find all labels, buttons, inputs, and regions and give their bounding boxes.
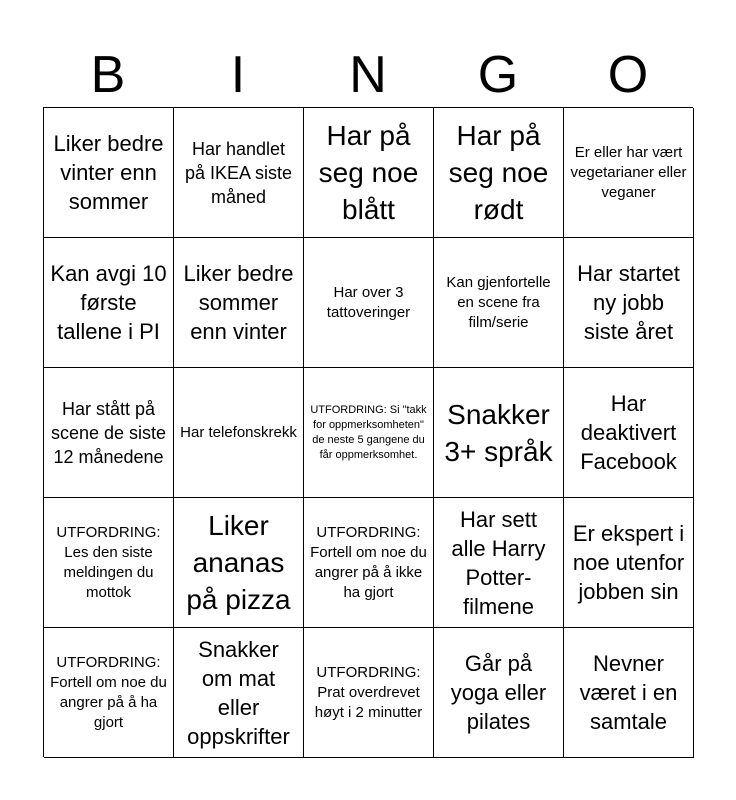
bingo-cell-text: UTFORDRING: Fortell om noe du angrer på å ha gjort (50, 653, 167, 731)
bingo-cell-text: Kan avgi 10 første tallene i PI (50, 261, 167, 344)
bingo-cell-2-3[interactable] (304, 238, 434, 368)
bingo-cell-text: Er eller har vært vegetarianer eller veganer (570, 143, 687, 201)
bingo-cell-3-4[interactable] (434, 368, 564, 498)
bingo-cell-3-2[interactable] (174, 368, 304, 498)
bingo-cell-text: Liker bedre sommer enn vinter (183, 261, 294, 344)
bingo-cell-3-3[interactable] (304, 368, 434, 498)
header-letter-i: I (230, 46, 246, 104)
bingo-cell-4-3[interactable] (304, 498, 434, 628)
bingo-cell-4-2[interactable] (174, 498, 304, 628)
bingo-header (43, 42, 693, 108)
bingo-cell-5-5[interactable] (564, 628, 694, 758)
bingo-cell-text: Går på yoga eller pilates (450, 651, 547, 734)
bingo-cell-text: Nevner været i en samtale (579, 651, 678, 734)
bingo-cell-3-5[interactable] (564, 368, 694, 498)
bingo-cell-text: Har på seg noe rødt (448, 120, 549, 225)
bingo-cell-text: Liker bedre vinter enn sommer (53, 131, 164, 214)
bingo-cell-text: Har over 3 tattoveringer (326, 283, 411, 321)
bingo-cell-text: Snakker 3+ språk (444, 398, 553, 467)
bingo-cell-5-1[interactable] (44, 628, 174, 758)
bingo-cell-5-2[interactable] (174, 628, 304, 758)
header-letter-g: G (477, 46, 519, 104)
bingo-cell-text: UTFORDRING: Fortell om noe du angrer på å ikke ha gjort (310, 523, 427, 601)
header-letter-o: O (607, 46, 649, 104)
bingo-cell-text: Har startet ny jobb siste året (577, 261, 680, 344)
header-letter-n: N (349, 46, 387, 104)
bingo-cell-1-1[interactable] (44, 108, 174, 238)
bingo-cell-text: Snakker om mat eller oppskrifter (187, 636, 290, 749)
bingo-cell-5-4[interactable] (434, 628, 564, 758)
bingo-cell-text: Har deaktivert Facebook (580, 391, 677, 474)
bingo-cell-text: UTFORDRING: Prat overdrevet høyt i 2 minutter (314, 663, 423, 721)
header-letter-b: B (90, 46, 126, 104)
bingo-cell-text: Har handlet på IKEA siste måned (184, 138, 293, 207)
bingo-cell-text: UTFORDRING: Les den siste meldingen du mottok (56, 523, 161, 601)
bingo-cell-4-5[interactable] (564, 498, 694, 628)
bingo-cell-3-1[interactable] (44, 368, 174, 498)
bingo-cell-text: Kan gjenfortelle en scene fra film/serie (446, 273, 551, 331)
bingo-cell-1-3[interactable] (304, 108, 434, 238)
bingo-grid (43, 107, 693, 757)
bingo-cell-text: Har på seg noe blått (318, 120, 419, 225)
bingo-cell-2-5[interactable] (564, 238, 694, 368)
bingo-cell-4-1[interactable] (44, 498, 174, 628)
bingo-cell-5-3[interactable] (304, 628, 434, 758)
bingo-cell-1-2[interactable] (174, 108, 304, 238)
bingo-cell-1-4[interactable] (434, 108, 564, 238)
bingo-cell-text: Har stått på scene de siste 12 månedene (50, 398, 167, 467)
bingo-cell-text: Er ekspert i noe utenfor jobben sin (572, 521, 685, 604)
bingo-cell-1-5[interactable] (564, 108, 694, 238)
bingo-cell-4-4[interactable] (434, 498, 564, 628)
bingo-cell-2-4[interactable] (434, 238, 564, 368)
bingo-cell-text: Har telefonskrekk (180, 423, 297, 441)
bingo-cell-2-2[interactable] (174, 238, 304, 368)
bingo-cell-2-1[interactable] (44, 238, 174, 368)
bingo-cell-text: Har sett alle Harry Potter-filmene (451, 506, 546, 619)
bingo-cell-text: Liker ananas på pizza (186, 510, 291, 615)
bingo-cell-text: UTFORDRING: Si "takk for oppmerksomheten" de neste 5 gangene du får oppmerksomhet. (310, 403, 427, 461)
